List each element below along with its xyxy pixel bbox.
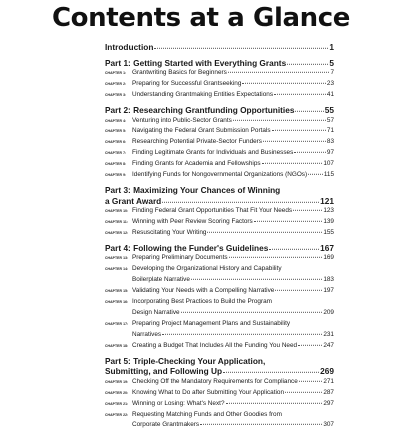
page-number: 41 [327, 90, 334, 101]
chapter-number: CHAPTER 22: [105, 410, 132, 421]
page-number: 123 [323, 206, 334, 217]
page-number: 121 [320, 196, 334, 207]
chapter-entry[interactable] [105, 264, 334, 286]
page-title: Contents at a Glance [52, 3, 350, 33]
dot-leader [154, 48, 328, 49]
part-title: Part 1: Getting Started with Everything Grants [105, 58, 286, 69]
chapter-number: CHAPTER 1: [105, 68, 132, 79]
chapter-number: CHAPTER 15: [105, 286, 132, 297]
chapter-title-line1: Requesting Matching Funds and Other Goodies from [132, 410, 282, 421]
dot-leader [272, 130, 326, 131]
chapter-title: Creating a Budget That Includes All the Funding You Need [132, 341, 297, 352]
chapter-title-line1: Preparing Project Management Plans and Sustainability [132, 319, 290, 330]
part-3 [105, 185, 334, 239]
dot-leader [263, 141, 326, 142]
chapter-title-line2: Boilerplate Narrative [132, 275, 190, 286]
page-number: 7 [330, 68, 334, 79]
page-number: 209 [323, 308, 334, 319]
dot-leader [181, 312, 323, 313]
part-heading[interactable] [105, 105, 334, 116]
chapter-entry[interactable] [105, 217, 334, 228]
chapter-title: Knowing What to Do after Submitting Your Application [132, 388, 284, 399]
chapter-entry[interactable] [105, 377, 334, 388]
part-4 [105, 243, 334, 352]
dot-leader [162, 334, 322, 335]
dot-leader [294, 152, 326, 153]
chapter-title: Identifying Funds for Nongovernmental Organizations (NGOs) [132, 170, 307, 181]
chapter-number: CHAPTER 16: [105, 297, 132, 308]
part-heading[interactable] [105, 356, 334, 377]
page-number: 155 [323, 228, 334, 239]
chapter-number: CHAPTER 3: [105, 90, 132, 101]
page-number: 1 [329, 42, 334, 53]
page-number: 97 [327, 148, 334, 159]
chapter-title-line1: Incorporating Best Practices to Build the Program [132, 297, 272, 308]
chapter-entry[interactable] [105, 148, 334, 159]
chapter-title: Preparing Preliminary Documents [132, 253, 228, 264]
chapter-entry[interactable] [105, 126, 334, 137]
part-heading[interactable] [105, 243, 334, 254]
chapter-title: Preparing for Successful Grantseeking [132, 79, 241, 90]
chapter-entry[interactable] [105, 228, 334, 239]
chapter-number: CHAPTER 19: [105, 377, 132, 388]
chapter-entry[interactable] [105, 159, 334, 170]
dot-leader [287, 63, 328, 64]
chapter-entry[interactable] [105, 319, 334, 341]
dot-leader [229, 257, 323, 258]
chapter-number: CHAPTER 8: [105, 159, 132, 170]
chapter-title: Navigating the Federal Grant Submission Portals [132, 126, 271, 137]
page-number: 287 [323, 388, 334, 399]
page-number: 55 [325, 105, 334, 116]
chapter-title-line2: Design Narrative [132, 308, 180, 319]
chapter-number: CHAPTER 17: [105, 319, 132, 330]
chapter-title: Winning or Losing: What's Next? [132, 399, 225, 410]
chapter-entry[interactable] [105, 79, 334, 90]
chapter-number: CHAPTER 13: [105, 253, 132, 264]
dot-leader [285, 391, 322, 392]
part-title-line2: Submitting, and Following Up [105, 366, 222, 377]
dot-leader [254, 221, 323, 222]
chapter-number: CHAPTER 21: [105, 399, 132, 410]
chapter-title: Venturing into Public-Sector Grants [132, 116, 232, 127]
chapter-number: CHAPTER 7: [105, 148, 132, 159]
chapter-number: CHAPTER 2: [105, 79, 132, 90]
part-5 [105, 356, 334, 431]
chapter-title: Validating Your Needs with a Compelling Narrative [132, 286, 274, 297]
dot-leader [242, 83, 325, 84]
dot-leader [274, 94, 326, 95]
chapter-entry[interactable] [105, 206, 334, 217]
chapter-title: Checking Off the Mandatory Requirements for Compliance [132, 377, 298, 388]
chapter-entry[interactable] [105, 137, 334, 148]
dot-leader [233, 119, 326, 120]
chapter-number: CHAPTER 4: [105, 116, 132, 127]
part-title: Part 2: Researching Grantfunding Opportunities [105, 105, 294, 116]
page-number: 71 [327, 126, 334, 137]
part-title: Part 4: Following the Funder's Guidelines [105, 243, 268, 254]
chapter-entry[interactable] [105, 68, 334, 79]
part-heading[interactable] [105, 185, 334, 206]
chapter-title: Finding Federal Grant Opportunities That Fit Your Needs [132, 206, 292, 217]
chapter-entry[interactable] [105, 116, 334, 127]
chapter-number: CHAPTER 5: [105, 126, 132, 137]
chapter-number: CHAPTER 9: [105, 170, 132, 181]
dot-leader [293, 210, 322, 211]
dot-leader [207, 232, 322, 233]
dot-leader [162, 201, 319, 202]
chapter-number: CHAPTER 11: [105, 217, 132, 228]
table-of-contents [105, 42, 334, 431]
page-number: 107 [323, 159, 334, 170]
chapter-entry[interactable] [105, 170, 334, 181]
page-number: 297 [323, 399, 334, 410]
page-number: 169 [323, 253, 334, 264]
dot-leader [262, 163, 323, 164]
page-number: 23 [327, 79, 334, 90]
chapter-number: CHAPTER 12: [105, 228, 132, 239]
dot-leader [200, 424, 322, 425]
page-number: 83 [327, 137, 334, 148]
chapter-number: CHAPTER 20: [105, 388, 132, 399]
part-title-line1: Part 5: Triple-Checking Your Application, [105, 356, 334, 367]
page-number: 57 [327, 116, 334, 127]
page-number: 115 [324, 170, 334, 181]
chapter-title: Understanding Grantmaking Entities Expectations [132, 90, 273, 101]
chapter-title-line2: Narratives [132, 330, 161, 341]
page-number: 307 [323, 420, 334, 431]
page-number: 139 [323, 217, 334, 228]
chapter-title: Winning with Peer Review Scoring Factors [132, 217, 253, 228]
dot-leader [308, 174, 323, 175]
toc-introduction[interactable] [105, 42, 334, 53]
chapter-entry[interactable] [105, 253, 334, 264]
page-number: 197 [323, 286, 334, 297]
chapter-title: Finding Legitimate Grants for Individuals and Businesses [132, 148, 293, 159]
chapter-number: CHAPTER 10: [105, 206, 132, 217]
dot-leader [226, 402, 323, 403]
chapter-title-line1: Developing the Organizational History and Capability [132, 264, 282, 275]
chapter-title: Researching Potential Private-Sector Funders [132, 137, 262, 148]
dot-leader [269, 249, 319, 250]
dot-leader [223, 372, 319, 373]
part-1 [105, 58, 334, 101]
dot-leader [295, 111, 323, 112]
chapter-title: Finding Grants for Academia and Fellowships [132, 159, 261, 170]
page-number: 269 [320, 366, 334, 377]
chapter-title-line2: Corporate Grantmakers [132, 420, 199, 431]
introduction-label: Introduction [105, 42, 153, 53]
dot-leader [299, 381, 323, 382]
chapter-entry[interactable] [105, 388, 334, 399]
page-number: 5 [329, 58, 334, 69]
page-number: 231 [323, 330, 334, 341]
chapter-entry[interactable] [105, 399, 334, 410]
chapter-entry[interactable] [105, 410, 334, 431]
dot-leader [298, 344, 322, 345]
dot-leader [275, 290, 322, 291]
dot-leader [191, 279, 322, 280]
page-number: 271 [323, 377, 334, 388]
chapter-number: CHAPTER 6: [105, 137, 132, 148]
chapter-entry[interactable] [105, 297, 334, 319]
chapter-number: CHAPTER 18: [105, 341, 132, 352]
part-title-line2: a Grant Award [105, 196, 161, 207]
page-number: 247 [323, 341, 334, 352]
part-2 [105, 105, 334, 181]
chapter-entry[interactable] [105, 90, 334, 101]
page-number: 183 [323, 275, 334, 286]
chapter-entry[interactable] [105, 341, 334, 352]
chapter-title: Grantwriting Basics for Beginners [132, 68, 227, 79]
part-title-line1: Part 3: Maximizing Your Chances of Winning [105, 185, 334, 196]
page-number: 167 [320, 243, 334, 254]
dot-leader [228, 72, 330, 73]
chapter-title: Resuscitating Your Writing [132, 228, 206, 239]
chapter-number: CHAPTER 14: [105, 264, 132, 275]
part-heading[interactable] [105, 58, 334, 69]
chapter-entry[interactable] [105, 286, 334, 297]
